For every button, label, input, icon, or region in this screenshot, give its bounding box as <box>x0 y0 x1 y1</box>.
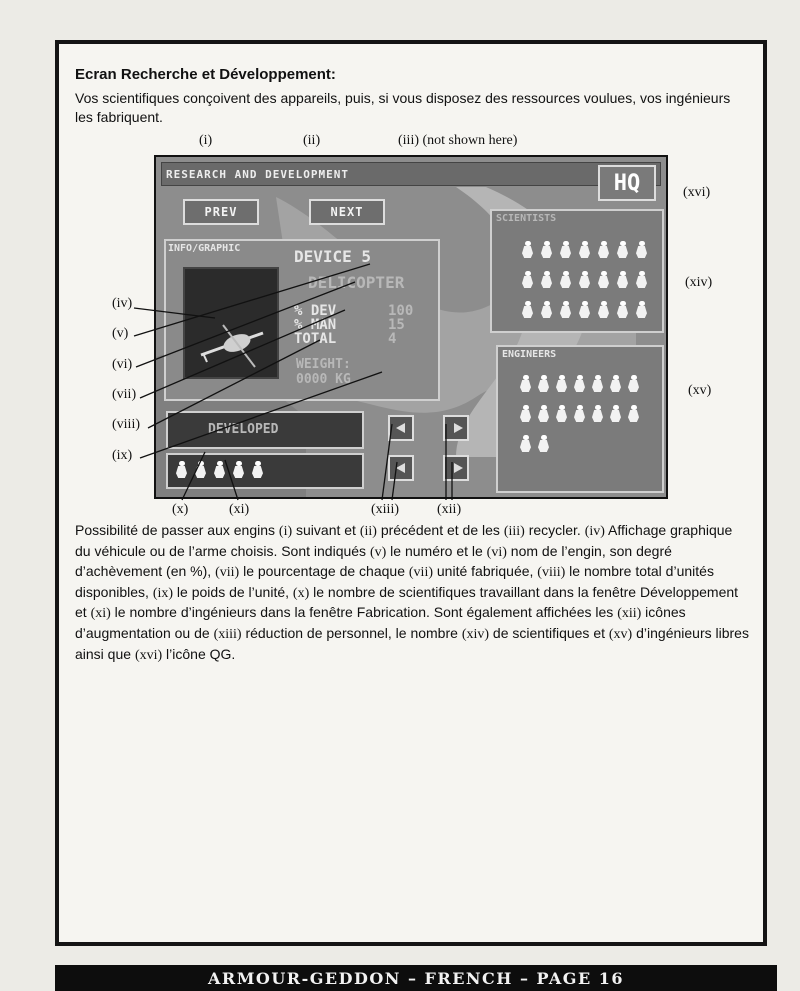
callout-iii: (iii) (not shown here) <box>398 133 518 148</box>
roman-ref: (ix) <box>152 585 174 601</box>
body-text-run: suivant et <box>292 522 360 538</box>
body-text-run: d’ingénieurs libres ainsi que <box>75 624 749 662</box>
scientist-icon <box>636 241 647 258</box>
callout-x: (x) <box>172 502 189 517</box>
body-text-run: réduction de personnel, le nombre <box>241 624 462 641</box>
body-text-run: le pourcentage de chaque <box>239 563 409 580</box>
vehicle-graphic <box>183 267 279 379</box>
roman-ref: (xv) <box>608 626 633 642</box>
scientist-icon <box>598 271 609 288</box>
body-text-run: de scientifiques et <box>489 624 609 641</box>
roman-ref: (vii) <box>215 565 240 581</box>
roman-ref: (x) <box>292 585 310 601</box>
roman-ref: (xii) <box>617 606 642 622</box>
weight-label: WEIGHT: <box>296 357 351 372</box>
scientist-icon <box>617 241 628 258</box>
research-development-screen <box>154 155 668 499</box>
scientist-icon <box>579 271 590 288</box>
engineer-icon <box>538 405 549 422</box>
scientist-icon <box>636 301 647 318</box>
engineer-icon <box>520 435 531 452</box>
next-button[interactable]: NEXT <box>309 199 385 225</box>
body-text-run: icônes d’augmentation ou de <box>75 604 686 641</box>
callout-i: (i) <box>199 133 213 148</box>
info-graphic-label: INFO/GRAPHIC <box>168 243 241 254</box>
man-percent-value: 15 <box>388 317 405 333</box>
callout-xi: (xi) <box>229 502 250 517</box>
body-text-run: le nombre de scientifiques travaillant dans la fenêtre Développement et <box>75 583 739 621</box>
engineer-icon <box>556 405 567 422</box>
callout-ii: (ii) <box>303 133 321 148</box>
engineer-icon <box>520 375 531 392</box>
scientist-icon <box>636 271 647 288</box>
device-name: DELICOPTER <box>308 273 405 292</box>
decrease-engineers-button[interactable] <box>388 455 414 481</box>
screen-title: RESEARCH AND DEVELOPMENT <box>166 168 349 181</box>
engineer-icon <box>628 405 639 422</box>
engineer-icon <box>556 375 567 392</box>
roman-ref: (viii) <box>537 565 566 581</box>
dev-percent-value: 100 <box>388 303 414 319</box>
roman-ref: (ii) <box>359 524 377 539</box>
callout-xii: (xii) <box>437 502 462 517</box>
prev-button[interactable]: PREV <box>183 199 259 225</box>
body-text-run: le nombre d’ingénieurs dans la fenêtre Fabrication. Sont également affichées les <box>110 604 618 621</box>
assigned-staff-icon <box>233 461 244 478</box>
callout-vi: (vi) <box>112 357 133 372</box>
engineer-icon <box>628 375 639 392</box>
section-heading: Ecran Recherche et Développement: <box>75 66 336 83</box>
man-percent-label: % MAN <box>294 317 337 333</box>
development-status: DEVELOPED <box>208 422 279 437</box>
scientist-icon <box>579 301 590 318</box>
engineer-icon <box>520 405 531 422</box>
total-label: TOTAL <box>294 331 337 347</box>
body-text-run: le nombre total d’unités disponibles, <box>75 563 714 600</box>
scientist-icon <box>617 271 628 288</box>
body-text-run: nom de l’engin, son degré d’achèvement (en %), <box>75 542 672 580</box>
scientist-icon <box>560 241 571 258</box>
roman-ref: (i) <box>278 524 293 539</box>
engineer-icon <box>574 375 585 392</box>
scientist-icon <box>541 301 552 318</box>
dev-percent-label: % DEV <box>294 303 337 319</box>
roman-ref: (iv) <box>584 524 605 539</box>
scientist-icon <box>617 301 628 318</box>
roman-ref: (vii) <box>408 565 433 581</box>
hq-icon[interactable]: HQ <box>598 165 656 201</box>
page-footer: ARMOUR-GEDDON – FRENCH – PAGE 16 <box>55 965 777 991</box>
scientist-icon <box>598 241 609 258</box>
engineers-label: ENGINEERS <box>502 349 557 360</box>
engineer-icon <box>610 375 621 392</box>
assigned-staff-icon <box>252 461 263 478</box>
roman-ref: (xiii) <box>213 626 242 642</box>
increase-engineers-button[interactable] <box>443 455 469 481</box>
body-text-run: l’icône QG. <box>162 645 236 662</box>
roman-ref: (xvi) <box>134 647 163 663</box>
callout-v: (v) <box>112 326 129 341</box>
body-text-run: précédent et de les <box>376 522 504 538</box>
total-value: 4 <box>388 331 397 347</box>
scientists-label: SCIENTISTS <box>496 213 557 224</box>
engineer-icon <box>610 405 621 422</box>
scientist-icon <box>522 271 533 288</box>
scientist-icon <box>579 241 590 258</box>
callout-ix: (ix) <box>112 448 133 463</box>
body-text-run: le poids de l’unité, <box>173 583 293 600</box>
scientist-icon <box>560 271 571 288</box>
helicopter-icon <box>183 267 279 379</box>
engineer-icon <box>538 375 549 392</box>
scientist-icon <box>522 301 533 318</box>
body-text-run: unité fabriquée, <box>433 563 538 580</box>
callout-xiv: (xiv) <box>685 275 713 290</box>
callout-xiii: (xiii) <box>371 502 399 517</box>
engineer-icon <box>538 435 549 452</box>
body-text-run: Possibilité de passer aux engins <box>75 522 279 538</box>
body-text-run: le numéro et le <box>386 542 487 559</box>
engineer-icon <box>592 375 603 392</box>
roman-ref: (iii) <box>503 524 525 539</box>
engineer-icon <box>592 405 603 422</box>
intro-paragraph: Vos scientifiques conçoivent des appareils, puis, si vous disposez des ressources voulues, vos ingénieurs les fabriquent. <box>75 90 731 125</box>
roman-ref: (xiv) <box>461 626 490 642</box>
scientist-icon <box>560 301 571 318</box>
decrease-scientists-button[interactable] <box>388 415 414 441</box>
body-text-run: Affichage graphique du véhicule ou de l’arme choisis. Sont indiqués <box>75 522 733 559</box>
scientist-icon <box>541 271 552 288</box>
device-number: DEVICE 5 <box>294 247 372 266</box>
increase-scientists-button[interactable] <box>443 415 469 441</box>
scientist-icon <box>598 301 609 318</box>
assigned-staff-icon <box>214 461 225 478</box>
scientist-icon <box>522 241 533 258</box>
callout-vii: (vii) <box>112 387 137 402</box>
assigned-staff-icon <box>195 461 206 478</box>
callout-viii: (viii) <box>112 417 140 432</box>
assigned-staff-icon <box>176 461 187 478</box>
callout-iv: (iv) <box>112 296 133 311</box>
callout-xvi: (xvi) <box>683 185 711 200</box>
roman-ref: (xi) <box>90 606 111 622</box>
callout-xv: (xv) <box>688 383 712 398</box>
engineer-icon <box>574 405 585 422</box>
body-text-run: recycler. <box>524 522 585 538</box>
weight-value: 0000 KG <box>296 372 351 387</box>
scientist-icon <box>541 241 552 258</box>
roman-ref: (vi) <box>486 544 507 560</box>
roman-ref: (v) <box>369 544 387 560</box>
description-paragraph <box>75 521 750 665</box>
